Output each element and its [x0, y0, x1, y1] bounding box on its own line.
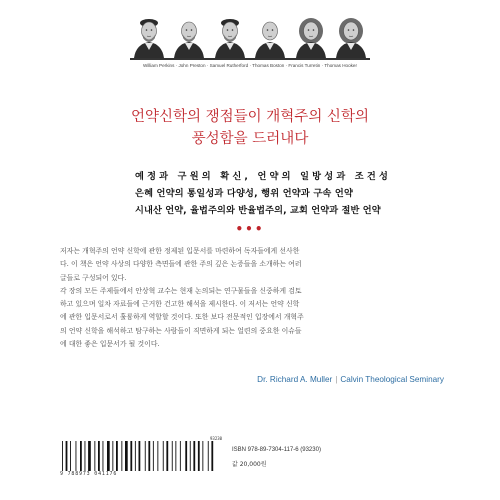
body-line: 각 장의 모든 주제들에서 안상혁 교수는 현재 논의되는 연구물들을 신중하게 검토 — [60, 286, 302, 295]
body-line: 의 언약 신학을 해석하고 탐구하는 사람들이 직면하게 되는 얼련의 중요한 이슈들 — [60, 326, 302, 335]
body-line: 에 대한 좋은 입문서가 될 것이다. — [60, 340, 160, 349]
portrait-thomas-hooker — [334, 14, 368, 58]
portrait-john-preston — [172, 14, 206, 58]
barcode-addon-digits: 93230 — [210, 436, 223, 441]
body-line: 다. 이 책은 언약 사상의 다양한 측면들에 관한 주의 깊은 논증들을 소개하는 여러 — [60, 260, 302, 269]
portrait-francis-turretin — [294, 14, 328, 58]
keyword-list — [135, 168, 392, 219]
keyword-line-2: 은혜 언약의 통일성과 다양성, 행위 언약과 구속 언약 — [135, 188, 354, 199]
endorsement-text — [60, 245, 444, 351]
headline — [60, 106, 440, 150]
endorser-institution: Calvin Theological Seminary — [340, 375, 444, 384]
endorsement-attribution — [180, 375, 444, 384]
ornament-dots: ••• — [235, 222, 265, 236]
portrait-samuel-rutherford — [213, 14, 247, 58]
portrait-thomas-boston — [253, 14, 287, 58]
keyword-line-1: 예정과 구원의 확신, 언약의 일방성과 조건성 — [135, 171, 392, 182]
price: 값 20,000원 — [232, 461, 267, 468]
theologian-names-caption: William Perkins · John Preston · Samuel Rutherford · Thomas Boston · Francis Turretin · Thomas Hooker — [142, 63, 358, 68]
barcode-digits: 9 788973 041176 — [60, 471, 118, 477]
endorser-name: Dr. Richard A. Muller — [257, 375, 333, 384]
portrait-strip — [132, 14, 368, 58]
barcode-bars — [60, 441, 228, 471]
portrait-william-perkins — [132, 14, 166, 58]
body-line: 저자는 개혁주의 언약 신학에 관한 정제된 입문서를 마련하여 독자들에게 선사한 — [60, 247, 300, 255]
attribution-separator: | — [335, 375, 338, 384]
body-line: 에 관한 입문서로서 훌륭하게 역할할 것이다. 또한 보다 전문적인 입장에서 개혁주 — [60, 313, 304, 322]
headline-line-2: 풍성함을 드러내다 — [191, 131, 309, 147]
headline-line-1: 언약신학의 쟁점들이 개혁주의 신학의 — [131, 109, 369, 125]
body-line: 하고 있으며 일차 자료들에 근거한 건고한 해석을 제시한다. 이 저서는 언약 신학 — [60, 300, 300, 309]
keyword-line-3: 시내산 언약, 율법주의와 반율법주의, 교회 언약과 절반 언약 — [135, 205, 381, 216]
portrait-divider — [130, 58, 370, 60]
isbn-barcode — [60, 441, 228, 477]
body-line: 글들로 구성되어 있다. — [60, 273, 127, 282]
isbn-number: ISBN 978-89-7304-117-6 (93230) — [232, 447, 321, 453]
